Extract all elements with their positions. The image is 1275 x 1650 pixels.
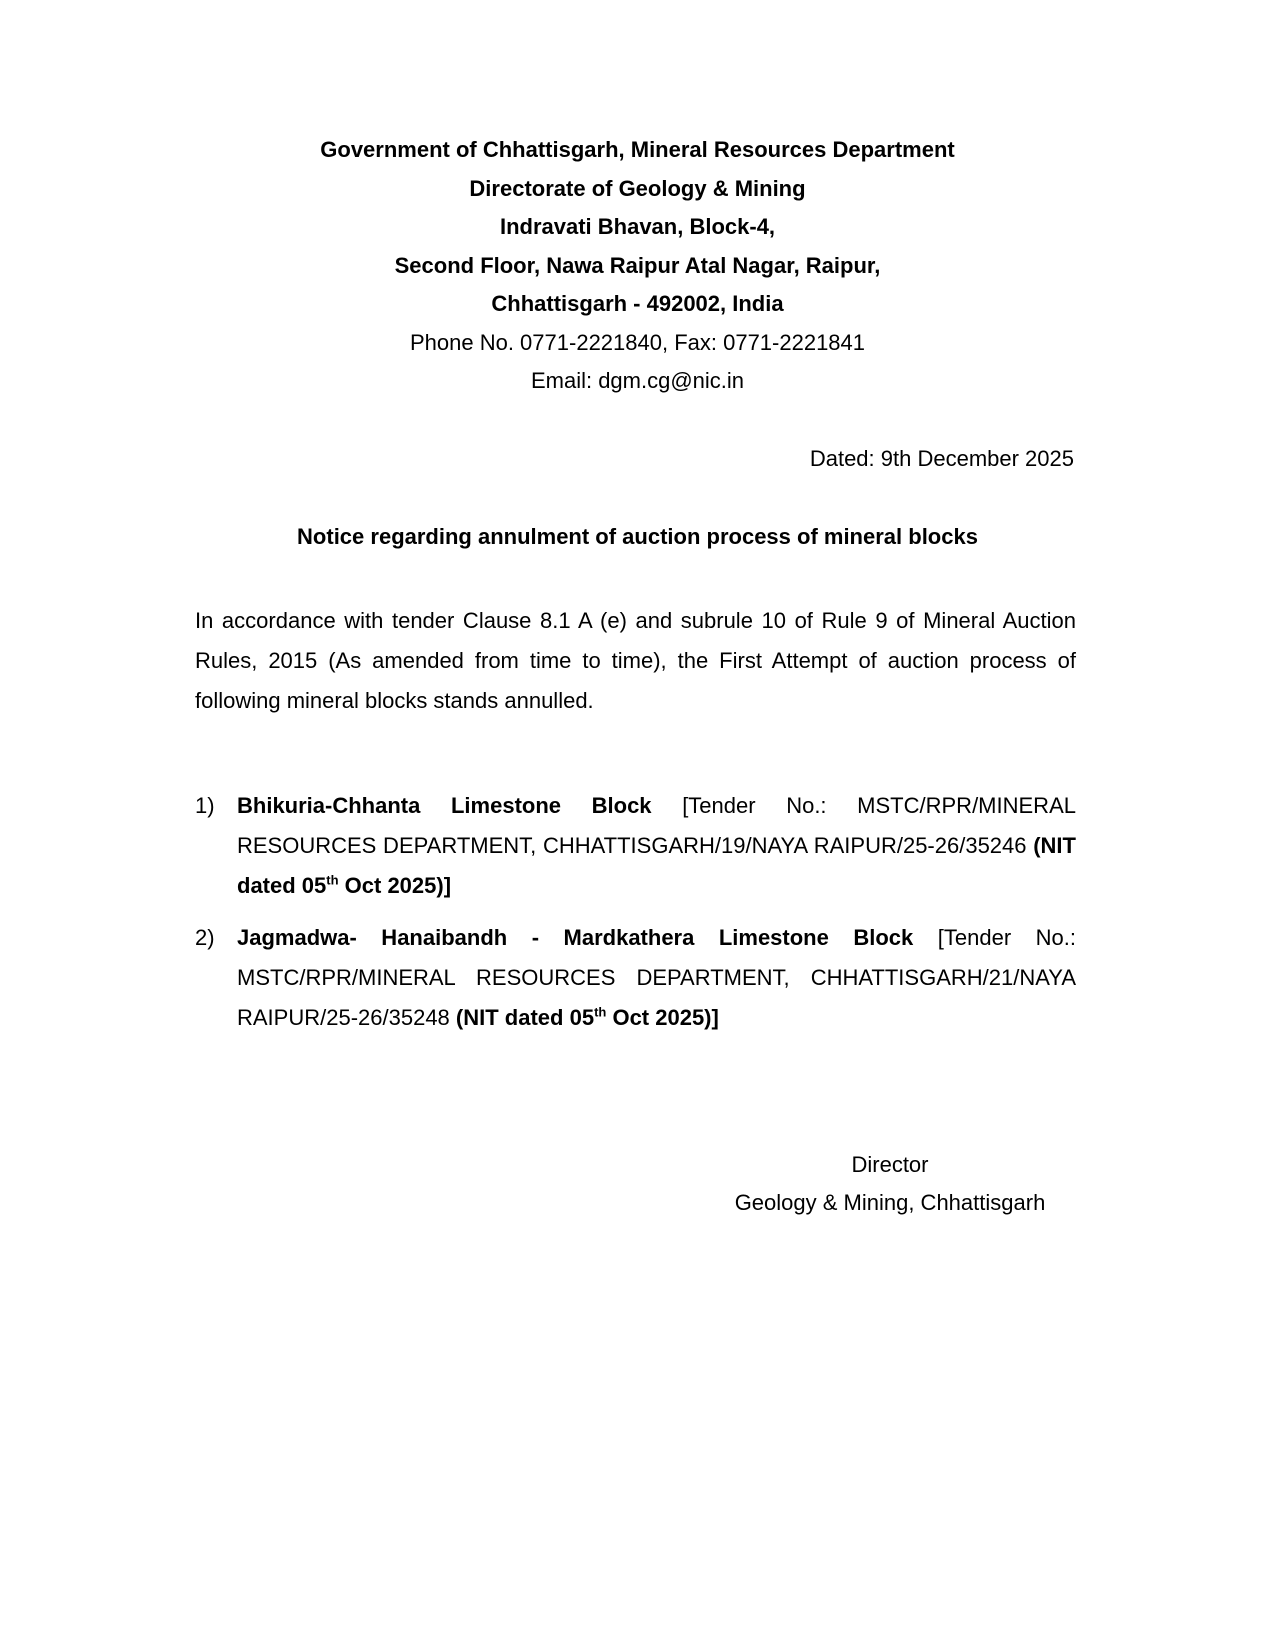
letterhead-email: Email: dgm.cg@nic.in [530, 368, 745, 393]
signatory-title: Director [851, 1152, 929, 1177]
notice-body: In accordance with tender Clause 8.1 A (e) and subrule 10 of Rule 9 of Mineral Auction Rules, 2015 (As amended from time to time), the First Attempt of auction process of following mineral blocks stands annulled. [195, 608, 1076, 713]
notice-subject: Notice regarding annulment of auction process of mineral blocks [297, 524, 978, 549]
list-item [195, 918, 1076, 1038]
list-item [195, 786, 1076, 906]
nit-date [456, 1005, 719, 1030]
block-name: Bhikuria-Chhanta Limestone Block [237, 793, 652, 818]
nit-date-prefix: (NIT dated 05 [455, 1005, 595, 1030]
signature-block [720, 1146, 1060, 1222]
nit-date-suffix: Oct 2025)] [606, 1005, 719, 1030]
notice-date: Dated: 9th December 2025 [809, 446, 1074, 471]
letterhead-directorate-line: Directorate of Geology & Mining [469, 175, 806, 201]
letterhead [0, 131, 1275, 401]
letterhead-state-pincode-line: Chhattisgarh - 492002, India [491, 291, 784, 316]
nit-date-suffix: Oct 2025)] [338, 873, 452, 898]
block-name: Jagmadwa- Hanaibandh - Mardkathera Limestone Block [237, 925, 914, 950]
letterhead-building-line: Indravati Bhavan, Block-4, [499, 214, 776, 239]
list-item-number: 2) [195, 925, 215, 950]
nit-date-prefix: (NIT dated 05 [237, 833, 1076, 898]
letterhead-phone-fax: Phone No. 0771-2221840, Fax: 0771-2221841 [409, 329, 866, 355]
letterhead-government-line: Government of Chhattisgarh, Mineral Resources Department [320, 137, 955, 162]
tender-number: [Tender No.: MSTC/RPR/MINERAL RESOURCES DEPARTMENT, CHHATTISGARH/19/NAYA RAIPUR/25-26/35246 [237, 793, 1076, 858]
letterhead-address-line: Second Floor, Nawa Raipur Atal Nagar, Raipur, [394, 252, 881, 278]
annulled-blocks-list [195, 786, 1076, 1038]
list-item-number: 1) [195, 793, 215, 818]
signatory-office: Geology & Mining, Chhattisgarh [734, 1190, 1046, 1215]
nit-date-ordinal: th [594, 1004, 607, 1020]
tender-number: [Tender No.: MSTC/RPR/MINERAL RESOURCES DEPARTMENT, CHHATTISGARH/21/NAYA RAIPUR/25-26/35248 [237, 925, 1076, 1030]
nit-date-ordinal: th [326, 872, 339, 888]
